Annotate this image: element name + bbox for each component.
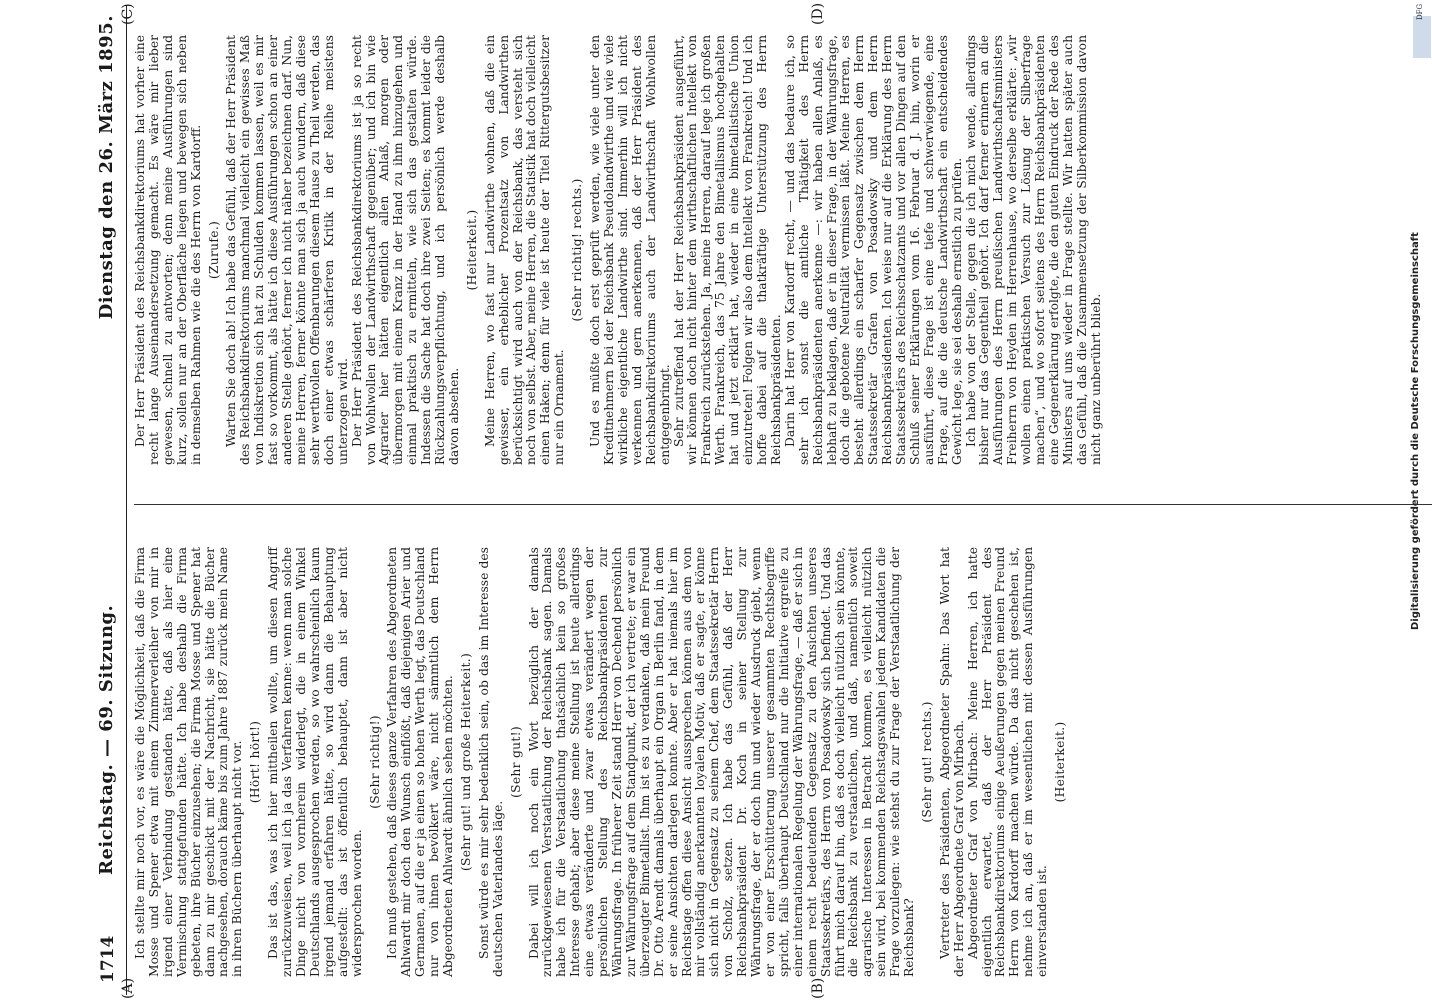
interjection: (Heiterkeit.) xyxy=(464,209,479,291)
page-number: 1714 xyxy=(98,935,118,983)
margin-marker-d: (D) xyxy=(810,2,826,25)
interjection: (Sehr gut! und große Heiterkeit.) xyxy=(458,652,473,872)
interjection: (Sehr richtig! rechts.) xyxy=(570,178,585,322)
interjection: (Sehr richtig!) xyxy=(367,715,382,809)
paragraph: Ich muß gestehen, daß dieses ganze Verfahren des Abgeordneten Ahlwardt mir doch den Wunsch einflößt, daß diejenigen Arier und Germanen, auf die er ja einen so hohen Werth legt, das Deutschland nur von ihnen bevölkert wäre, nicht sämmtlich dem Herrn Abgeordneten Ahlwardt ähnlich sehen möchten. xyxy=(385,547,456,977)
interjection: (Sehr gut!) xyxy=(508,726,523,798)
column-left xyxy=(134,547,1072,977)
interjection: (Hört! hört!) xyxy=(248,720,263,804)
paragraph: Abgeordneter Graf von Mirbach: Meine Herren, ich hatte eigentlich erwartet, daß der Herr Präsident des Reichsbankdirektoriums einige Aeußerungen gegen meinen Freund Herrn von Kardorff machen würde. Da das nicht geschehen ist, nehme ich an, daß er im wesentlichen mit dessen Ausführungen einverstanden ist. xyxy=(965,547,1050,977)
paragraph: Das ist das, was ich hier mittheilen wollte, um diesen Angriff zurückzuweisen, weil ich ja das Verfahren kenne: wenn man solche Dinge nicht von vornherein widerlegt, die in einem Winkel Deutschlands ausgesprochen werden, so wo wahrscheinlich kaum irgend jemand erfahren hätte, so wird dann die Behauptung aufgestellt: das ist öffentlich behauptet, dann ist aber nicht widersprochen worden. xyxy=(266,547,364,977)
page-header xyxy=(90,5,127,995)
digitization-note: Digitalisierung gefördert durch die Deutsche Forschungsgemeinschaft xyxy=(1410,232,1421,630)
interjection: (Sehr gut! rechts.) xyxy=(919,701,934,823)
paragraph: Warten Sie doch ab! Ich habe das Gefühl, daß der Herr Präsident des Reichsbankdirektoriums manchmal vielleicht ein gewisses Maß von Indiskretion sich hat zu Schulden kommen lassen, weil es mir fast so vorkommt, als hätte ich diese Ausführungen schon an einer anderen Stelle gehört, ferner ich nicht näher bezeichnen darf. Nun, meine Herren, ferner könnte man sich ja auch wundern, daß diese sehr werthvollen Offenbarungen diesem Hause zu Theil werden, das doch einer etwas schärferen Kritik in der Reihe meistens unterzogen wird. xyxy=(224,35,350,465)
paragraph: Darin hat Herr von Kardorff recht, — und das bedaure ich, so sehr ich sonst die amtliche Thätigkeit des Herrn Reichsbankpräsidenten anerkenne —: wir haben allen Anlaß, es lebhaft zu beklagen, daß er in dieser Frage, in der Währungsfrage, doch die gebotene Neutralität vermissen läßt. Meine Herren, es besteht allerdings ein scharfer Gegensatz zwischen dem Herrn Staatssekretär Grafen von Posadowsky und dem Herrn Reichsbankpräsidenten. Ich weise nur auf die Erklärung des Herrn Staatssekretärs des Reichsschatzamts und vor allen Dingen auf den Schluß seiner Erklärungen vom 16. Februar d. J. hin, worin er ausführt, diese Frage ist eine tiefe und schwerwiegende, eine Frage, auf die die deutsche Landwirthschaft ein entscheidendes Gewicht lege, sie sei deshalb ernstlich zu prüfen. xyxy=(782,35,964,465)
rotated-page xyxy=(90,2,1432,999)
paragraph: Sonst würde es mir sehr bedenklich sein, ob das im Interesse des deutschen Vaterlandes läge. xyxy=(476,547,505,977)
paragraph: Dabei will ich noch ein Wort bezüglich der damals zurückgewiesenen Verstaatlichung der Reichsbank sagen. Damals habe ich für die Verstaatlichung thatsächlich kein so großes Interesse gehabt; aber diese meine Stellung ist heute allerdings eine etwas veränderte und zwar etwas verändert wegen der persönlichen Stellung des Reichsbankpräsidenten zur Währungsfrage. In früherer Zeit stand Herr von Dechend persönlich zur Währungsfrage auf dem Standpunkt, der ich vertrete; er war ein überzeugter Bimetallist. Ihm ist es zu verdanken, daß mein Freund Dr. Otto Arendt damals überhaupt ein Organ in Berlin fand, in dem er seine Ansichten darlegen konnte. Aber er hat niemals hier im Reichstage offen diese Ansicht aussprechen können aus dem von mir vollständig anerkannten loyalen Motiv, daß er sagte, er könne sich nicht in Gegensatz zu seinem Chef, dem Staatssekretär Herrn von Scholz, setzen. Ich habe das Gefühl, daß der Herr Reichsbankpräsident Dr. Koch in seiner Stellung zur Währungsfrage, der er doch hin und wieder Ausdruck giebt, wenn er von einer Erschütterung unserer gesammten Rechtsbegriffe spricht, falls überhaupt Deutschland nur die Initiative ergreife zu einer internationalen Regelung der Währungsfrage, — daß er sich in einem recht bedeutenden Gegensatz zu den Ansichten unseres Staatssekretärs, des Herrn von Posadowsky sich befindet. Und das führt mich darauf hin, daß es doch vielleicht nützlich sein könnte, die Reichsbank zu verstaatlichen, und daß, namentlich soweit agrarische Interessen in Betracht kommen, es vielleicht nützlich sein wird, bei kommenden Reichstagswahlen jedem Kandidaten die Frage vorzulegen: wie stehst du zur Frage der Verstaatlichung der Reichsbank? xyxy=(526,547,917,977)
dfg-logo xyxy=(1413,3,1431,58)
dfg-logo-text: DFG xyxy=(1416,3,1424,20)
margin-marker-c: (C) xyxy=(120,3,136,25)
session-title: Reichstag. — 69. Sitzung. xyxy=(96,604,117,875)
session-date: Dienstag den 26. März 1895. xyxy=(96,15,117,320)
paragraph: Ich stellte mir noch vor, es wäre die Möglichkeit, daß die Firma Mosse und Spener etwa mit einem Zimmerverleiher von mir in irgend einer Verbindung gestanden hätte, daß als hier eine Vermischung stattgefunden hätte. Ich habe deshalb die Firma gebeten, ihre Bücher einzusehen; die Firma Mosse und Spener hat dann zu mir geschickt mit der Nachricht, sie hätte die Bücher nachgesehen, dorauch käme bis zum Jahre 1887 zurück mein Name in ihren Büchern überhaupt nicht vor. xyxy=(133,547,245,977)
paragraph: Sehr zutreffend hat der Herr Reichsbankpräsident ausgeführt, wir können doch nicht hinter dem wirthschaftlichen Intellekt von Frankreich zurückstehen. Ja, meine Herren, darauf lege ich großen Werth. Frankreich, das 75 Jahre den Bimetallismus hochgehalten hat und jetzt erklärt hat, wieder in eine bimetallistische Union einzutreten! Folgen wir also dem Intellekt von Frankreich! Und ich hoffe dabei auf die thatkräftige Unterstützung des Herrn Reichsbankpräsidenten. xyxy=(671,35,783,465)
paragraph: Vertreter des Präsidenten, Abgeordneter Spahn: Das Wort hat der Herr Abgeordnete Graf von Mirbach. xyxy=(937,547,966,977)
margin-marker-a: (A) xyxy=(120,977,136,999)
paragraph: Und es müßte doch erst geprüft werden, wie viele unter den Kreditnehmern bei der Reichsbank Pseudolandwirthe und wie viele wirkliche eigentliche Landwirthe sind. Immerhin will ich nicht verkennen und gern anerkennen, daß der Herr Präsident des Reichsbankdirektoriums auch der Landwirthschaft Wohlwollen entgegenbringt. xyxy=(588,35,672,465)
interjection: (Zurufe.) xyxy=(206,220,221,280)
column-right xyxy=(134,35,1104,465)
paragraph: Meine Herren, wo fast nur Landwirthe wohnen, daß die ein gewisser, ein erheblicher Prozentsatz von Landwirthen berücksichtigt wird auch von der Reichsbank, das versteht sich noch von selbst. Aber, meine Herren, die Statistik hat doch vielleicht einen Haken; denn für viele ist heute der Titel Rittergutsbesitzer nur ein Ornament. xyxy=(482,35,567,465)
column-divider xyxy=(134,504,1432,505)
paragraph: Ich habe von der Stelle, gegen die ich mich wende, allerdings bisher nur das Gegentheil gehört. Ich darf ferner erinnern an die Ausführungen des Herrn preußischen Landwirthschaftsministers Freiherrn von Heyden im Herrenhause, wo derselbe erklärte: „wir wollen einen praktischen Versuch zur Lösung der Silberfrage machen“, und wo sofort seitens des Herrn Reichsbankpräsidenten eine Gegenerklärung erfolgte, die den guten Eindruck der Rede des Ministers auf uns wieder in Frage stellte. Wir hatten später auch das Gefühl, daß die Zusammensetzung der Silberkommission davon nicht ganz unberührt blieb. xyxy=(963,35,1103,465)
interjection: (Heiterkeit.) xyxy=(1053,721,1068,803)
paragraph: Der Herr Präsident des Reichsbankdirektoriums hat vorher eine recht lange Auseinandersetzung gemacht. Es wäre mir lieber gewesen, schnell zu antworten; denn meine Ausführungen sind kurz, sollen nur an der Oberfläche liegen und bewegen sich neben in demselben Rahmen wie die des Herrn von Kardorff. xyxy=(133,35,203,465)
paragraph: Der Herr Präsident des Reichsbankdirektoriums ist ja so recht von Wohlwollen der Landwirthschaft gegenüber; und ich bin wie Agrarier hier hätten eigentlich allen Anlaß, morgen oder übermorgen mit einem Kranz in der Hand zu ihm hinzugehen und einmal praktisch zu ermitteln, wie sich das gestalten würde. Indessen die Sache hat doch ihre zwei Seiten; es kommt leider die Rückzahlungsverpflichtung, und ich persönlich werde deshalb davon absehen. xyxy=(349,35,461,465)
margin-marker-b: (B) xyxy=(810,977,826,999)
